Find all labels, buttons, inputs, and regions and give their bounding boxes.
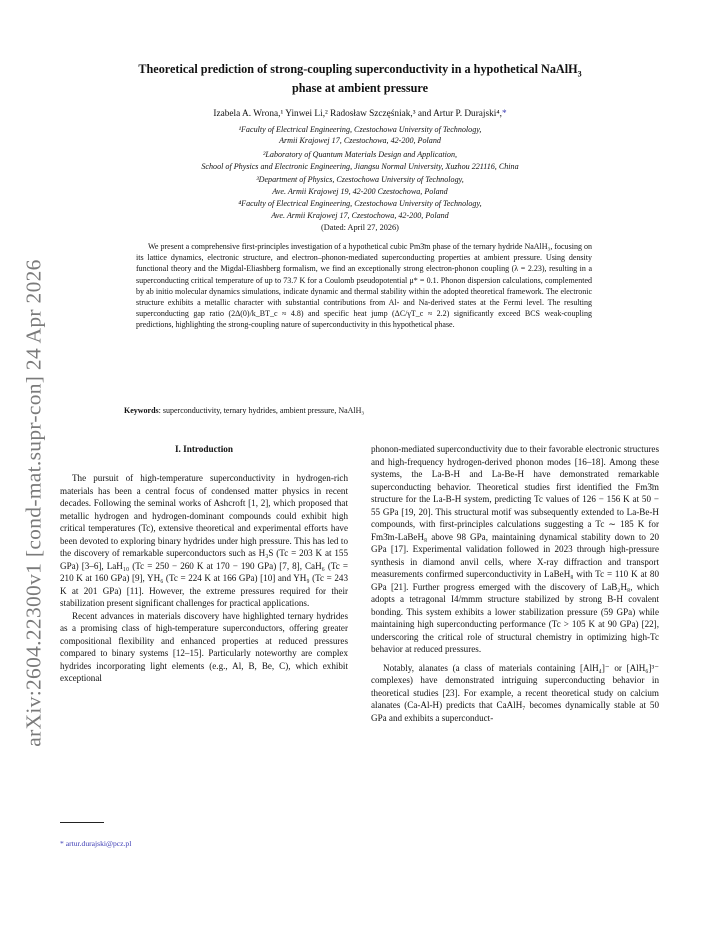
footnote-star: * bbox=[60, 839, 64, 848]
affiliation-line-4: School of Physics and Electronic Engineering, Jiangsu Normal University, Xuzhou 221116, China bbox=[201, 162, 519, 171]
footnote-email-link[interactable]: artur.durajski@pcz.pl bbox=[65, 839, 132, 848]
keywords-label: Keywords bbox=[124, 406, 159, 415]
footnote-divider bbox=[60, 822, 104, 823]
affiliation-line-1: ¹Faculty of Electrical Engineering, Czestochowa University of Technology, bbox=[238, 125, 482, 134]
paragraph: phonon-mediated superconductivity due to their favorable electronic structures and high-frequency hydrogen-derived phonon modes [16–18]. Among these systems, the La-B-H and La-Be-H have demonstrated remarkable superconducting behavior. Theoretical studies first identified the Fm3̄m structure for the La-B-H system, predicting Tc values of 126 − 156 K at 50 − 55 GPa [19, 20]. This structural motif was subsequently extended to La-Be-H compounds, with first-principles calculations suggesting a Tc ∼ 185 K for Fm3̄m-LaBeH₈ above 98 GPa, maintaining dynamical stability down to 20 GPa [17]. Experimental validation followed in 2023 through high-pressure synthesis in diamond anvil cells, where X-ray diffraction and transport measurements confirmed superconductivity in LaBeH₈ with Tc = 110 K at 80 GPa [21]. Further progress emerged with the discovery of LaB₂H₈, which adopts a tetragonal I4/mmm structure stabilized by strong B-H covalent bonding. This system exhibits a lower stabilization pressure (59 GPa) while maintaining high superconducting performance (Tc > 105 K at 90 GPa) [22], underscoring the critical role of structural chemistry in optimizing high-Tc behavior at reduced pressures. bbox=[371, 444, 659, 654]
affiliation-line-5: ³Department of Physics, Czestochowa University of Technology, bbox=[256, 175, 464, 184]
keywords-text: : superconductivity, ternary hydrides, ambient pressure, NaAlH₃ bbox=[158, 406, 365, 415]
keywords bbox=[124, 406, 604, 415]
paragraph: Recent advances in materials discovery have highlighted ternary hydrides as a promising class of high-temperature superconductors, offering greater compositional flexibility and enhanced properties at reduced pressures compared to binary systems [12–15]. Particularly noteworthy are complex hydrides incorporating light elements (e.g., Al, B, Be, C), which exhibit exceptional bbox=[60, 610, 348, 683]
title-line-1: Theoretical prediction of strong-coupling superconductivity in a hypothetical NaAlH bbox=[138, 62, 578, 76]
abstract: We present a comprehensive first-principles investigation of a hypothetical cubic Pm3̄m phase of the ternary hydride NaAlH₃, focusing on its lattice dynamics, electronic structure, and electron–phonon-mediated superconducting properties at ambient pressure. Using density functional theory and the Migdal-Eliashberg formalism, we find an exceptionally strong electron-phonon coupling (λ = 2.23), resulting in a superconducting critical temperature of up to 73.7 K for a Coulomb pseudopotential μ* = 0.1. Phonon dispersion calculations, complemented by ab initio molecular dynamics simulations, indicate dynamic and thermal stability within the adopted theoretical framework. The electronic structure exhibits a metallic character with substantial contributions from Al- and Na-derived states at the Fermi level. The resulting superconducting gap ratio (2Δ(0)/k_BT_c ≈ 4.8) and specific heat jump (ΔC/γT_c ≈ 2.2) significantly exceed BCS weak-coupling predictions, highlighting the strong-coupling nature of superconductivity in this hypothetical phase. bbox=[136, 242, 592, 330]
footnote bbox=[60, 839, 131, 848]
affiliation-line-7: ⁴Faculty of Electrical Engineering, Czestochowa University of Technology, bbox=[238, 199, 482, 208]
paragraph: Notably, alanates (a class of materials containing [AlH₄]⁻ or [AlH₆]³⁻ complexes) have demonstrated intriguing superconducting behavior in theoretical studies [23]. For example, a recent theoretical study on calcium alanates (Ca-Al-H) predicts that CaAlH₇ becomes dynamically stable at 50 GPa and exhibits a superconduct- bbox=[371, 662, 659, 723]
arxiv-identifier bbox=[14, 178, 54, 828]
authors-text: Izabela A. Wrona,¹ Yinwei Li,² Radosław Szczęśniak,³ and Artur P. Durajski⁴, bbox=[213, 109, 502, 119]
paper-title bbox=[60, 62, 660, 96]
author-star-link[interactable]: * bbox=[501, 109, 507, 119]
arxiv-identifier-text: arXiv:2604.22300v1 [cond-mat.supr-con] 24 Apr 2026 bbox=[21, 259, 46, 747]
affiliation-line-3: ²Laboratory of Quantum Materials Design and Application, bbox=[262, 150, 458, 159]
affiliation-line-6: Ave. Armii Krajowej 19, 42-200 Czestochowa, Poland bbox=[272, 187, 448, 196]
left-column bbox=[60, 472, 348, 685]
title-subscript: 3 bbox=[577, 69, 582, 79]
author-list bbox=[60, 109, 660, 119]
right-column bbox=[371, 443, 659, 724]
paragraph: The pursuit of high-temperature superconductivity in hydrogen-rich materials has been a central focus of condensed matter physics in recent decades. Following the seminal works of Ashcroft [1, 2], which proposed that metallic hydrogen and hydrogen-dominant compounds could exhibit high critical temperatures (Tc), extensive theoretical and experimental efforts have been devoted to exploring binary hydrides under high pressure. This has led to the discovery of remarkable superconductors such as H₃S (Tc = 203 K at 155 GPa) [3–6], LaH₁₀ (Tc = 250 − 260 K at 170 − 190 GPa) [7, 8], CaH₆ (Tc = 210 K at 160 GPa) [9], YH₆ (Tc = 224 K at 166 GPa) [10] and YH₉ (Tc = 243 K at 201 GPa) [11]. However, the extreme pressures required for their stabilization present significant challenges for practical applications. bbox=[60, 473, 348, 608]
section-heading: I. Introduction bbox=[174, 444, 234, 454]
title-line-2: phase at ambient pressure bbox=[292, 81, 428, 96]
dated-line: (Dated: April 27, 2026) bbox=[321, 223, 399, 232]
affiliation-line-2: Armii Krajowej 17, Czestochowa, 42-200, Poland bbox=[279, 136, 441, 145]
affiliation-line-8: Ave. Armii Krajowej 17, Czestochowa, 42-200, Poland bbox=[271, 211, 449, 220]
